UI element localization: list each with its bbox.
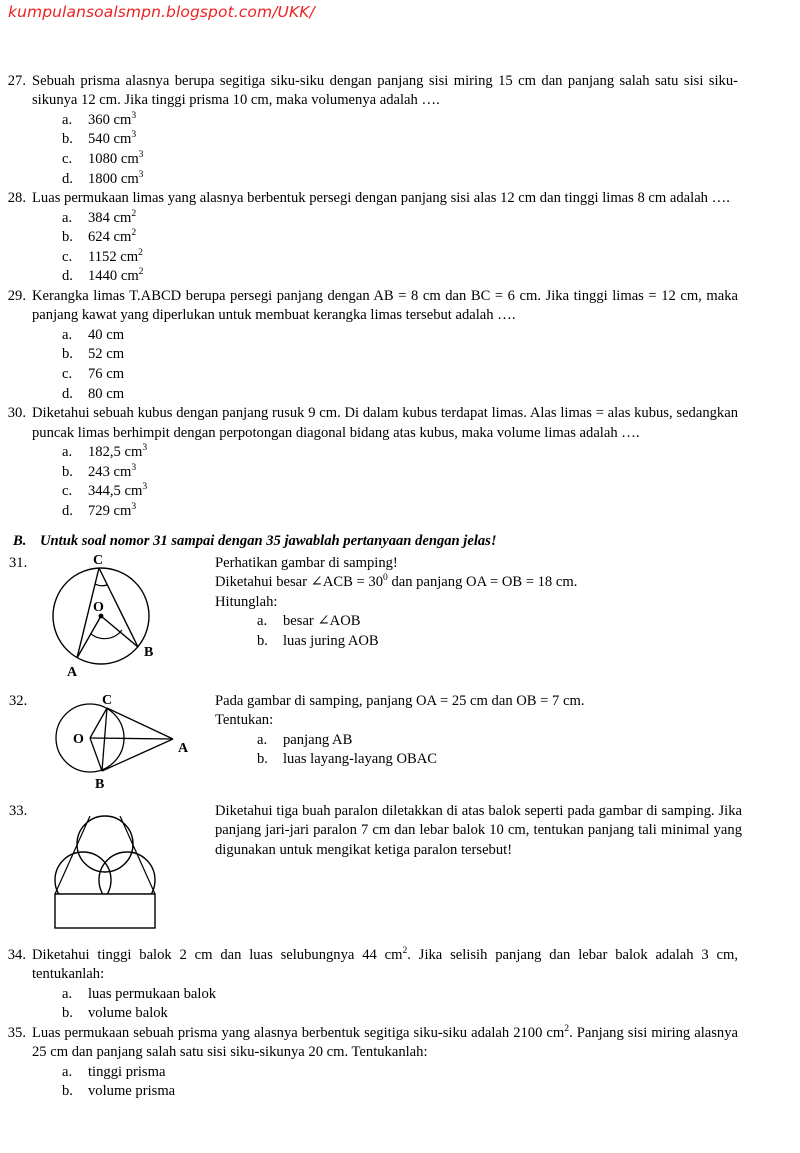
question-number: 31. bbox=[9, 554, 28, 571]
segment-oa bbox=[90, 738, 173, 739]
chord-cb bbox=[102, 708, 107, 771]
label-o: O bbox=[73, 731, 84, 747]
option-value: 80 cm bbox=[88, 385, 125, 402]
subquestion-letter: a. bbox=[257, 731, 268, 748]
question-number: 30. bbox=[7, 405, 26, 422]
option-letter: c. bbox=[62, 248, 73, 265]
option-letter: a. bbox=[62, 443, 73, 460]
option-item[interactable] bbox=[0, 209, 800, 229]
subquestion-text: luas permukaan balok bbox=[88, 985, 217, 1002]
question-33 bbox=[0, 802, 800, 932]
tangent-ba bbox=[102, 739, 173, 771]
option-value: 729 $cm^3$ bbox=[88, 500, 137, 519]
subquestion-text: tinggi prisma bbox=[88, 1063, 166, 1080]
label-c: C bbox=[93, 553, 104, 568]
figure-circle-inscribed-angle bbox=[45, 554, 215, 679]
question-body bbox=[215, 802, 800, 860]
given-line: Pada gambar di samping, panjang OA = 25 cm dan OB = 7 cm. bbox=[215, 692, 585, 709]
label-a: A bbox=[67, 664, 78, 679]
question-body bbox=[215, 554, 800, 651]
option-letter: c. bbox=[62, 483, 73, 500]
rope-left-tangent bbox=[55, 816, 90, 894]
prompt-line: Tentukan: bbox=[215, 712, 274, 729]
subquestion-letter: b. bbox=[257, 632, 268, 649]
given-line: Diketahui besar ∠ACB = $30^0$ dan panjang OA = OB = 18 cm. bbox=[215, 572, 578, 591]
option-letter: d. bbox=[62, 385, 73, 402]
subquestion-item bbox=[0, 985, 800, 1005]
subquestions-34 bbox=[0, 985, 800, 1024]
option-item[interactable] bbox=[0, 463, 800, 483]
option-letter: d. bbox=[62, 268, 73, 285]
question-31 bbox=[0, 554, 800, 679]
label-a: A bbox=[178, 740, 189, 756]
options-27 bbox=[0, 111, 800, 189]
subquestion-item bbox=[0, 1063, 800, 1083]
option-value: 1152 $cm^2$ bbox=[88, 246, 143, 265]
radius-ob bbox=[101, 616, 138, 647]
question-29 bbox=[0, 287, 800, 326]
question-number: 33. bbox=[9, 802, 28, 819]
options-29 bbox=[0, 326, 800, 404]
question-text: Diketahui tiga buah paralon diletakkan di atas balok seperti pada gambar di samping. Jika panjang jari-jari paralon 7 cm dan lebar balok 10 cm, tentukan panjang tali minimal yang digunakan untuk mengikat ketiga paralon tersebut! bbox=[215, 802, 742, 858]
subquestion-item bbox=[215, 750, 742, 770]
option-value: 1080 $cm^3$ bbox=[88, 149, 144, 167]
subquestion-text: panjang AB bbox=[283, 731, 353, 748]
option-letter: a. bbox=[62, 209, 73, 226]
question-text: Luas permukaan limas yang alasnya berbentuk persegi dengan panjang sisi alas 12 cm dan tinggi limas 8 cm adalah …. bbox=[32, 190, 730, 207]
options-28 bbox=[0, 209, 800, 287]
subquestion-item bbox=[0, 1004, 800, 1024]
option-item[interactable] bbox=[0, 267, 800, 287]
tangent-ca bbox=[107, 708, 173, 739]
section-title: Untuk soal nomor 31 sampai dengan 35 jawablah pertanyaan dengan jelas! bbox=[40, 533, 497, 550]
option-item[interactable] bbox=[0, 502, 800, 522]
option-value: 624 $cm^2$ bbox=[88, 227, 137, 246]
option-letter: b. bbox=[62, 346, 73, 363]
option-item[interactable] bbox=[0, 130, 800, 150]
prompt-line: Hitunglah: bbox=[215, 593, 278, 610]
question-text: Luas permukaan sebuah prisma yang alasnya berbentuk segitiga siku-siku adalah 2100 $cm^2$. Panjang sisi miring alasnya 25 cm dan panjang salah satu sisi siku-sikunya 20 cm. Tentukanlah: bbox=[32, 1022, 739, 1061]
option-value: 40 cm bbox=[88, 326, 125, 343]
option-item[interactable] bbox=[0, 326, 800, 346]
question-body bbox=[215, 692, 800, 770]
question-32 bbox=[0, 692, 800, 790]
question-number: 27. bbox=[7, 73, 26, 89]
figure-circle-tangent-kite bbox=[45, 692, 215, 790]
question-number: 29. bbox=[7, 287, 26, 304]
option-value: 540 $cm^3$ bbox=[88, 129, 137, 148]
beam-rectangle bbox=[55, 894, 155, 928]
figure-three-pipes-on-beam bbox=[45, 802, 215, 932]
subquestion-item bbox=[215, 632, 742, 652]
option-letter: a. bbox=[62, 111, 73, 128]
question-number: 35. bbox=[7, 1024, 26, 1041]
question-27 bbox=[0, 72, 800, 111]
pipes-on-beam-diagram bbox=[45, 802, 175, 932]
subquestion-letter: a. bbox=[62, 985, 73, 1002]
option-item[interactable] bbox=[0, 365, 800, 385]
subquestion-item bbox=[0, 1082, 800, 1102]
subquestion-text: volume balok bbox=[88, 1005, 168, 1022]
label-b: B bbox=[144, 644, 154, 660]
option-letter: d. bbox=[62, 170, 73, 187]
option-value: 1440 $cm^2$ bbox=[88, 266, 144, 285]
question-30 bbox=[0, 404, 800, 443]
question-text: Sebuah prisma alasnya berupa segitiga siku-siku dengan panjang sisi miring 15 cm dan panjang salah satu sisi siku-sikunya 12 cm. Jika tinggi prisma 10 cm, maka volumenya adalah …. bbox=[32, 73, 738, 109]
option-letter: a. bbox=[62, 326, 73, 343]
question-number: 32. bbox=[9, 692, 28, 709]
tangent-kite-diagram bbox=[45, 692, 215, 790]
question-34 bbox=[0, 946, 800, 985]
option-letter: b. bbox=[62, 131, 73, 148]
subquestion-letter: a. bbox=[62, 1063, 73, 1080]
subquestion-text: luas layang-layang OBAC bbox=[283, 751, 438, 768]
rope-right-tangent bbox=[120, 816, 155, 894]
option-value: 384 $cm^2$ bbox=[88, 207, 137, 226]
question-number: 28. bbox=[7, 190, 26, 207]
option-value: 243 $cm^3$ bbox=[88, 461, 137, 480]
option-value: 344,5 $cm^3$ bbox=[88, 481, 148, 500]
subquestion-text: luas juring AOB bbox=[283, 632, 379, 649]
option-value: 1800 $cm^3$ bbox=[88, 168, 144, 187]
section-letter: B. bbox=[13, 533, 27, 550]
option-letter: b. bbox=[62, 229, 73, 246]
question-text: Kerangka limas T.ABCD berupa persegi panjang dengan AB = 8 cm dan BC = 6 cm. Jika tinggi limas = 12 cm, maka panjang kawat yang diperlukan untuk membuat kerangka limas tersebut adalah …. bbox=[32, 287, 738, 324]
angle-arc-c bbox=[95, 584, 107, 586]
option-item[interactable] bbox=[0, 248, 800, 268]
label-b: B bbox=[95, 776, 105, 790]
option-item[interactable] bbox=[0, 385, 800, 405]
question-28 bbox=[0, 189, 800, 208]
question-text: Diketahui sebuah kubus dengan panjang rusuk 9 cm. Di dalam kubus terdapat limas. Alas limas = alas kubus, sedangkan puncak limas berhimpit dengan perpotongan diagonal bidang atas kubus, maka volume limas adalah …. bbox=[32, 405, 738, 441]
subquestions-32 bbox=[215, 731, 742, 770]
option-item[interactable] bbox=[0, 345, 800, 365]
option-letter: b. bbox=[62, 463, 73, 480]
subquestions-31 bbox=[215, 612, 742, 651]
subquestion-letter: b. bbox=[62, 1005, 73, 1022]
option-value: 360 $cm^3$ bbox=[88, 109, 137, 128]
site-watermark: kumpulansoalsmpn.blogspot.com/UKK/ bbox=[8, 3, 315, 21]
subquestion-item bbox=[215, 731, 742, 751]
label-c: C bbox=[102, 692, 113, 708]
option-item[interactable] bbox=[0, 150, 800, 170]
subquestion-letter: a. bbox=[257, 612, 268, 629]
option-letter: c. bbox=[62, 151, 73, 167]
question-35 bbox=[0, 1024, 800, 1063]
radius-ob bbox=[90, 738, 102, 771]
angle-arc-o bbox=[91, 630, 122, 639]
option-item[interactable] bbox=[0, 443, 800, 463]
option-letter: d. bbox=[62, 502, 73, 519]
option-item[interactable] bbox=[0, 111, 800, 131]
subquestion-letter: b. bbox=[257, 751, 268, 768]
option-item[interactable] bbox=[0, 482, 800, 502]
option-value: 52 cm bbox=[88, 346, 125, 363]
option-value: 76 cm bbox=[88, 365, 125, 382]
instruction-line: Perhatikan gambar di samping! bbox=[215, 554, 398, 571]
question-text: Diketahui tinggi balok 2 cm dan luas selubungnya 44 $cm^2$. Jika selisih panjang dan lebar balok adalah 3 cm, tentukanlah: bbox=[32, 944, 738, 983]
document-page bbox=[0, 72, 800, 1102]
subquestion-letter: b. bbox=[62, 1083, 73, 1100]
option-value: 182,5 $cm^3$ bbox=[88, 442, 148, 460]
option-item[interactable] bbox=[0, 228, 800, 248]
label-o: O bbox=[93, 599, 104, 615]
options-30 bbox=[0, 443, 800, 521]
subquestion-item bbox=[215, 612, 742, 632]
option-item[interactable] bbox=[0, 170, 800, 190]
inscribed-angle-diagram bbox=[45, 554, 181, 679]
subquestion-text: volume prisma bbox=[88, 1083, 176, 1100]
option-letter: c. bbox=[62, 365, 73, 382]
section-b-heading bbox=[0, 532, 800, 551]
subquestions-35 bbox=[0, 1063, 800, 1102]
subquestion-text: besar ∠AOB bbox=[283, 612, 361, 629]
question-number: 34. bbox=[7, 946, 26, 963]
